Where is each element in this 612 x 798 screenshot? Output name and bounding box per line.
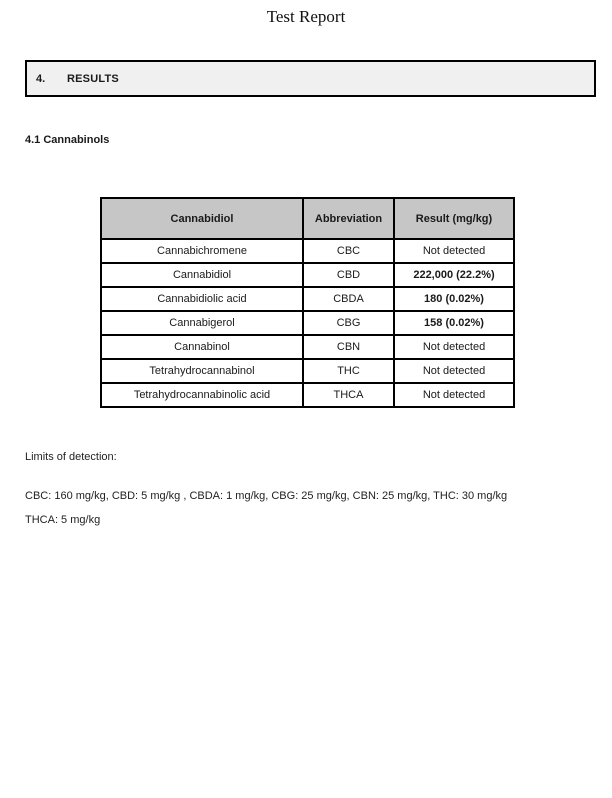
abbreviation-cell: CBD <box>303 263 394 287</box>
results-table-body <box>101 239 514 407</box>
section-number: 4. <box>36 72 46 85</box>
analyte-name-cell: Cannabigerol <box>101 311 303 335</box>
result-cell: Not detected <box>394 383 514 407</box>
subsection-heading: 4.1 Cannabinols <box>25 134 110 146</box>
table-row <box>101 383 514 407</box>
results-table <box>100 197 515 408</box>
table-row <box>101 263 514 287</box>
section-header-results <box>25 60 596 97</box>
col-header-cannabidiol: Cannabidiol <box>101 198 303 239</box>
analyte-name-cell: Cannabichromene <box>101 239 303 263</box>
col-header-result: Result (mg/kg) <box>394 198 514 239</box>
result-cell: Not detected <box>394 239 514 263</box>
analyte-name-cell: Tetrahydrocannabinolic acid <box>101 383 303 407</box>
table-row <box>101 335 514 359</box>
limits-line-2: THCA: 5 mg/kg <box>25 514 101 526</box>
limits-line-1: CBC: 160 mg/kg, CBD: 5 mg/kg , CBDA: 1 mg/kg, CBG: 25 mg/kg, CBN: 25 mg/kg, THC: 30 mg/kg <box>25 490 508 502</box>
section-label: RESULTS <box>67 72 119 85</box>
limits-text <box>25 484 585 532</box>
col-header-abbreviation: Abbreviation <box>303 198 394 239</box>
table-row <box>101 359 514 383</box>
table-header-row <box>101 198 514 239</box>
document-title: Test Report <box>266 7 346 26</box>
analyte-name-cell: Cannabidiol <box>101 263 303 287</box>
result-cell: 158 (0.02%) <box>394 311 514 335</box>
analyte-name-cell: Cannabinol <box>101 335 303 359</box>
table-row <box>101 287 514 311</box>
analyte-name-cell: Tetrahydrocannabinol <box>101 359 303 383</box>
abbreviation-cell: CBC <box>303 239 394 263</box>
result-cell: 222,000 (22.2%) <box>394 263 514 287</box>
limits-heading: Limits of detection: <box>25 451 117 463</box>
result-cell: 180 (0.02%) <box>394 287 514 311</box>
abbreviation-cell: CBG <box>303 311 394 335</box>
table-row <box>101 239 514 263</box>
abbreviation-cell: THCA <box>303 383 394 407</box>
table-row <box>101 311 514 335</box>
abbreviation-cell: THC <box>303 359 394 383</box>
abbreviation-cell: CBN <box>303 335 394 359</box>
abbreviation-cell: CBDA <box>303 287 394 311</box>
results-table-head <box>101 198 514 239</box>
result-cell: Not detected <box>394 359 514 383</box>
result-cell: Not detected <box>394 335 514 359</box>
analyte-name-cell: Cannabidiolic acid <box>101 287 303 311</box>
